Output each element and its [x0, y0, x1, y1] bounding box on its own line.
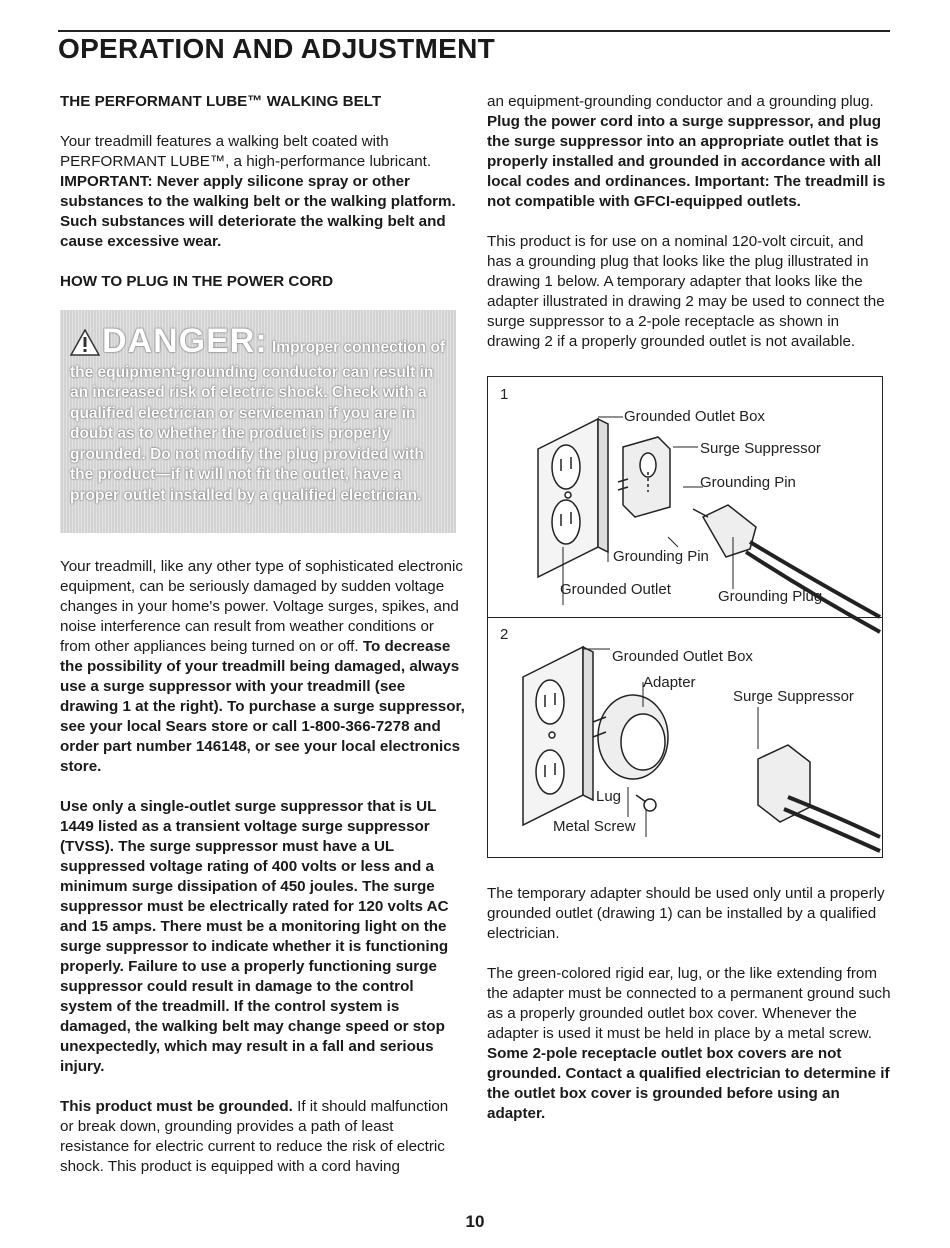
continued-bold-text: Plug the power cord into a surge suppressor, and plug the surge suppressor into an appropriate outlet that is properly installed and grounded in accordance with all local codes and ordinances. Important: The treadmill is not compatible with GFCI-equipped outlets.: [487, 113, 886, 210]
lube-heading: THE PERFORMANT LUBE™ WALKING BELT: [60, 93, 382, 110]
lube-text: Your treadmill features a walking belt coated with PERFORMANT LUBE™, a high-performance lubricant.: [60, 133, 432, 170]
drawing2-number: 2: [500, 626, 509, 643]
single-outlet-paragraph: Use only a single-outlet surge suppressor that is UL 1449 listed as a transient voltage surge suppressor (TVSS). The surge suppressor must have a UL suppressed voltage rating of 400 volts or less and a minimum surge dissipation of 450 joules. The surge suppressor must be electrically rated for 120 volts AC and 15 amps. There must be a monitoring light on the surge suppressor to indicate whether it is functioning properly. Failure to use a properly functioning surge suppressor could result in damage to the control system of the treadmill. If the control system is damaged, the walking belt may change speed or stop unexpectedly, which may result in a fall and serious injury.: [60, 798, 449, 1075]
lube-paragraph: [60, 132, 465, 252]
page-number: 10: [465, 1212, 485, 1231]
drawing1-grounded-outlet-box-label: Grounded Outlet Box: [624, 408, 765, 425]
warning-triangle-icon: [70, 329, 100, 363]
drawing1-grounding-pin-bottom-label: Grounding Pin: [613, 548, 709, 565]
danger-box: [60, 310, 456, 533]
continued-text: an equipment-grounding conductor and a grounding plug.: [487, 93, 874, 110]
drawing2-lug-label: Lug: [596, 788, 622, 805]
drawing1-grounding-pin-top-label: Grounding Pin: [700, 474, 796, 491]
grounded-outlet-illustration: [538, 419, 608, 577]
drawing2-adapter-label: Adapter: [643, 674, 696, 691]
danger-text: Improper connection of the equipment-grounding conductor can result in an increased risk of electric shock. Check with a qualified electrician or serviceman if you are in doubt as to whether the product is properly grounded. Do not modify the plug provided with the product—if it will not fit the outlet, have a proper outlet installed by a qualified electrician.: [70, 339, 446, 504]
page-title: OPERATION AND ADJUSTMENT: [58, 33, 496, 64]
drawing2-metal-screw-label: Metal Screw: [553, 818, 636, 835]
screw-icon: [636, 795, 656, 811]
grounding-plug-illustration: [693, 505, 880, 632]
surge-suppressor-2-illustration: [758, 745, 880, 851]
continued-paragraph: [487, 92, 892, 212]
adapter-paragraph: The temporary adapter should be used only until a properly grounded outlet (drawing 1) can be installed by a qualified electrician.: [487, 885, 885, 942]
grounded-paragraph: [60, 1097, 465, 1177]
surge-suppressor-illustration: [618, 437, 670, 517]
header-rule: [58, 30, 890, 32]
surge-text: Your treadmill, like any other type of sophisticated electronic equipment, can be seriously damaged by sudden voltage changes in your home's power. Voltage surges, spikes, and noise interference can result from weather conditions or from other appliances being turned on or off.: [60, 558, 463, 655]
drawing2-surge-suppressor-label: Surge Suppressor: [733, 688, 854, 705]
surge-paragraph: [60, 557, 465, 777]
voltage-paragraph: This product is for use on a nominal 120-volt circuit, and has a grounding plug that looks like the plug illustrated in drawing 1 below. A temporary adapter that looks like the adapter illustrated in drawing 2 may be used to connect the surge suppressor to a 2-pole receptacle as shown in drawing 2 if a properly grounded outlet is not available.: [487, 233, 885, 350]
figure-divider: [488, 617, 882, 618]
ear-text: The green-colored rigid ear, lug, or the like extending from the adapter must be connected to a permanent ground such as a properly grounded outlet box cover. Whenever the adapter is used it must be held in place by a metal screw.: [487, 965, 891, 1042]
adapter-illustration: [593, 695, 668, 779]
drawing1-surge-suppressor-label: Surge Suppressor: [700, 440, 821, 457]
drawing2-grounded-outlet-box-label: Grounded Outlet Box: [612, 648, 753, 665]
ear-bold-text: Some 2-pole receptacle outlet box covers are not grounded. Contact a qualified electrician to determine if the outlet box cover is grounded before using an adapter.: [487, 1045, 890, 1122]
danger-word: DANGER:: [102, 322, 268, 360]
surge-instruction-text: To decrease the possibility of your treadmill being damaged, always use a surge suppressor with your treadmill (see drawing 1 at the right). To purchase a surge suppressor, see your local Sears store or call 1-800-366-7278 and order part number 146148, or see your local electronics store.: [60, 638, 465, 775]
drawing1-grounding-plug-label: Grounding Plug: [718, 588, 823, 605]
two-pole-outlet-illustration: [523, 647, 593, 825]
lube-warning-text: IMPORTANT: Never apply silicone spray or other substances to the walking belt or the walking platform. Such substances will deteriorate the walking belt and cause excessive wear.: [60, 173, 456, 250]
drawing1-grounded-outlet-label: Grounded Outlet: [560, 581, 671, 598]
grounded-bold-text: This product must be grounded.: [60, 1098, 293, 1115]
plug-figure: [487, 376, 883, 858]
grounded-text: If it should malfunction or break down, grounding provides a path of least resistance for electric current to reduce the risk of electric shock. This product is equipped with a cord having: [60, 1098, 449, 1175]
right-column: [487, 92, 892, 1124]
ear-paragraph: [487, 964, 892, 1124]
plug-heading: HOW TO PLUG IN THE POWER CORD: [60, 273, 334, 290]
drawing1-number: 1: [500, 386, 509, 403]
left-column: [60, 92, 465, 1177]
plug-drawings: [488, 377, 884, 859]
